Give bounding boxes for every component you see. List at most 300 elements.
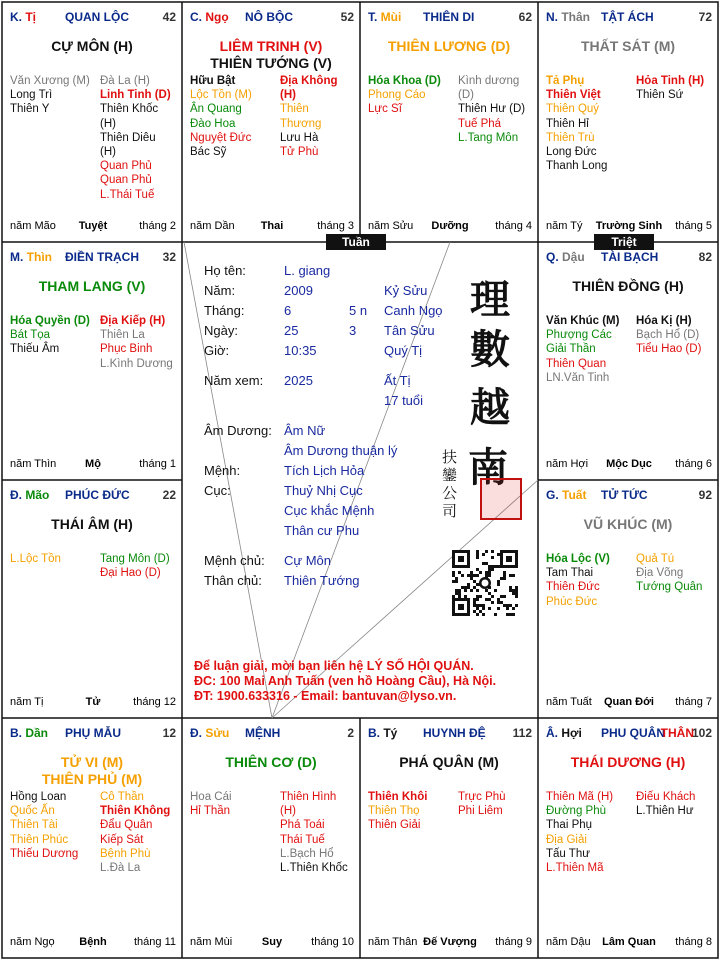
star-column-left (368, 74, 441, 117)
minor-star: Địa Võng (636, 567, 684, 580)
minor-star: Long Đức (546, 146, 597, 159)
palace-year: năm Sửu (368, 220, 414, 232)
minor-star: Tiểu Hao (D) (636, 343, 702, 356)
info-can-chi: Canh Ngọ (384, 303, 443, 318)
minor-star: Hoa Cái (190, 791, 232, 803)
main-stars (538, 754, 718, 771)
minor-star: Bệnh Phù (100, 847, 151, 860)
info-label: Giờ: (204, 343, 230, 358)
star-column-left (10, 314, 90, 357)
menh-chu-value: Cự Môn (284, 553, 331, 568)
palace-footer (368, 936, 532, 950)
main-star: THAM LANG (V) (38, 278, 146, 294)
main-star: THIÊN CƠ (D) (225, 754, 317, 770)
cuc-label: Cục: (204, 483, 231, 498)
palace-month: tháng 4 (495, 220, 532, 232)
seal-sub-character: 扶 (442, 448, 458, 466)
palace-position (190, 10, 229, 24)
star-column-right (636, 552, 702, 595)
seal-character: 理 (470, 276, 510, 323)
palace-month: tháng 2 (139, 220, 176, 232)
minor-star: Phục Binh (100, 343, 153, 356)
palace-branch: Dần (25, 726, 49, 740)
than-position: Thân cư Phu (284, 523, 360, 538)
palace-code: Đ. (190, 726, 206, 740)
minor-star: Hóa Quyền (D) (10, 315, 90, 327)
minor-star: Lộc Tồn (M) (190, 89, 252, 102)
minor-star: Tử Phù (280, 146, 319, 159)
minor-star: Đẩu Quân (100, 819, 153, 832)
minor-star: Tam Thai (546, 567, 594, 580)
palace-name: THIÊN DI (423, 10, 475, 24)
star-column-right (636, 314, 701, 357)
palace-stage: Bệnh (79, 936, 107, 948)
main-star: THIÊN LƯƠNG (D) (387, 38, 511, 54)
palace-number: 112 (512, 726, 532, 740)
minor-star: Nguyệt Đức (190, 131, 252, 144)
star-column-left (10, 74, 90, 117)
minor-star: Tang Môn (D) (100, 553, 170, 565)
palace-footer (190, 220, 354, 234)
info-value: 2009 (284, 283, 313, 298)
minor-star: Thiên Hình (H) (280, 791, 337, 818)
minor-star: Tuế Phá (458, 117, 502, 130)
palace-footer (546, 220, 712, 234)
minor-star: Thiên Diêu (H) (100, 131, 156, 159)
palace-number: 92 (698, 488, 712, 502)
palace-name: PHU QUÂN (601, 726, 666, 740)
palace-header (10, 726, 176, 742)
palace-year: năm Dần (190, 220, 235, 232)
minor-star: LN.Văn Tinh (546, 371, 610, 384)
minor-star: Thiên Thọ (368, 805, 420, 818)
minor-star: L.Thiên Hư (636, 805, 694, 818)
minor-star: Long Trì (10, 89, 53, 102)
palace-branch: Tý (383, 726, 398, 740)
menh-value: Tích Lịch Hỏa (284, 463, 365, 478)
red-stamp-icon (480, 478, 522, 520)
minor-star: Phong Cáo (368, 89, 426, 102)
palace-code: C. (190, 10, 206, 24)
palace-header (10, 10, 176, 26)
seal-sub-character: 司 (442, 502, 458, 520)
main-star: THÁI ÂM (H) (51, 516, 133, 532)
minor-star: Hồng Loan (10, 791, 67, 803)
palace-month: tháng 3 (317, 220, 354, 232)
minor-star: Thiếu Dương (10, 847, 79, 860)
palace-header (368, 726, 532, 742)
main-stars (2, 38, 182, 55)
palace-header (10, 250, 176, 266)
info-value-lunar: 5 n (349, 303, 368, 318)
minor-star: Thiên Giải (368, 819, 421, 832)
star-column-left (546, 74, 607, 173)
palace-a (538, 718, 718, 958)
palace-number: 2 (347, 726, 354, 740)
star-column-left (546, 552, 610, 609)
palace-month: tháng 6 (675, 458, 712, 470)
star-column-right (100, 74, 174, 202)
minor-star: Thiên Hư (D) (458, 103, 526, 116)
palace-header (190, 10, 354, 26)
minor-star: Thiên Trù (546, 131, 595, 144)
main-stars (2, 754, 182, 788)
palace-position (546, 10, 590, 24)
minor-star: Đường Phù (546, 805, 606, 818)
star-column-left (546, 790, 613, 875)
than-chu-label: Thân chủ: (204, 573, 262, 588)
info-label: Năm: (204, 283, 236, 298)
info-value: 6 (284, 303, 292, 318)
palace-c (182, 2, 360, 242)
palace-stage: Thai (260, 220, 284, 232)
info-can-chi: Ất Tị (384, 373, 411, 388)
palace-year: năm Thìn (10, 458, 57, 470)
palace-month: tháng 5 (675, 220, 712, 232)
triet-badge: Triệt (594, 234, 654, 250)
palace-n (538, 2, 718, 242)
palace-footer (368, 220, 532, 234)
palace-month: tháng 10 (311, 936, 354, 948)
palace-header (546, 726, 712, 742)
main-star: THIÊN ĐỒNG (H) (572, 278, 684, 294)
seal-character: 南 (468, 444, 508, 491)
minor-star: Đào Hoa (190, 117, 236, 130)
palace-name: QUAN LỘC (65, 10, 129, 24)
star-column-right (458, 74, 530, 145)
minor-star: Thiên Việt (546, 89, 601, 102)
minor-star: Thiên Không (100, 805, 171, 818)
info-value: 10:35 (284, 343, 317, 358)
minor-star: Giải Thần (546, 343, 596, 356)
menh-chu-label: Mệnh chủ: (204, 553, 265, 568)
main-star: PHÁ QUÂN (M) (399, 754, 499, 770)
minor-star: Bát Tọa (10, 329, 51, 342)
minor-star: Thiên Khốc (H) (100, 103, 159, 130)
star-column-right (100, 790, 170, 875)
palace-m (2, 242, 182, 480)
palace-year: năm Mão (10, 220, 56, 232)
minor-star: Bạch Hổ (D) (636, 329, 700, 342)
am-duong-relation: Âm Dương thuận lý (284, 443, 398, 458)
palace-stage: Dưỡng (431, 220, 469, 232)
main-star: THẤT SÁT (M) (580, 38, 676, 54)
minor-star: Địa Không (H) (280, 75, 338, 102)
info-label: Ngày: (204, 323, 238, 338)
main-star: CỰ MÔN (H) (51, 38, 133, 54)
minor-star: L.Thiên Khốc (280, 862, 348, 875)
minor-star: Đà La (H) (100, 75, 150, 87)
minor-star: Lưu Hà (280, 131, 319, 144)
palace-stage: Quan Đới (604, 696, 654, 708)
palace-code: N. (546, 10, 562, 24)
palace-branch: Tị (25, 10, 37, 24)
palace-footer (190, 936, 354, 950)
minor-star: Quả Tú (636, 553, 675, 565)
palace-header (546, 10, 712, 26)
palace-header (546, 250, 712, 266)
palace-name: TỬ TỨC (601, 488, 648, 502)
main-stars (538, 278, 718, 295)
palace-year: năm Tý (546, 220, 583, 232)
palace-branch: Mùi (380, 10, 402, 24)
minor-star: Phá Toái (280, 819, 325, 832)
palace-number: 72 (698, 10, 712, 24)
main-stars (538, 516, 718, 533)
palace-stage: Suy (261, 936, 283, 948)
minor-star: Tấu Thư (546, 847, 590, 860)
minor-star: Hóa Khoa (D) (368, 75, 441, 87)
palace-code: K. (10, 10, 26, 24)
palace-header (546, 488, 712, 504)
palace-than-marker: THÂN (660, 726, 694, 740)
minor-star: Ân Quang (190, 103, 242, 116)
star-column-right (100, 552, 170, 580)
palace-code: T. (368, 10, 381, 24)
minor-star: Kình dương (D) (458, 75, 520, 102)
palace-code: Q. (546, 250, 563, 264)
minor-star: Thiên Phúc (10, 833, 69, 846)
minor-star: Thiên Quý (546, 103, 600, 116)
palace-code: B. (368, 726, 384, 740)
palace-d2 (182, 718, 360, 958)
minor-star: Quốc Ấn (10, 805, 55, 818)
palace-month: tháng 9 (495, 936, 532, 948)
info-label: Tháng: (204, 303, 245, 318)
main-star: VŨ KHÚC (M) (583, 516, 673, 532)
cuc-relation: Cục khắc Mệnh (284, 503, 375, 518)
palace-position (546, 726, 582, 740)
palace-footer (546, 936, 712, 950)
minor-star: Thiên Thương (280, 103, 322, 130)
seal-sub-character: 鑾 (442, 466, 458, 484)
minor-star: Thiên Quan (546, 357, 607, 370)
palace-name: PHỤ MẪU (65, 726, 121, 740)
minor-star: Thiên Sứ (636, 89, 684, 102)
main-stars (182, 38, 360, 72)
minor-star: Phúc Đức (546, 595, 598, 608)
main-stars (182, 754, 360, 771)
minor-star: Thiên Mã (H) (546, 791, 614, 803)
age-value: 17 tuổi (384, 393, 424, 408)
minor-star: Văn Khúc (M) (546, 315, 620, 327)
minor-star: Bác Sỹ (190, 146, 227, 159)
minor-star: Địa Giải (546, 833, 587, 846)
palace-number: 62 (518, 10, 532, 24)
star-column-right (280, 74, 352, 159)
minor-star: Thiên Đức (546, 581, 600, 594)
star-column-left (368, 790, 427, 833)
info-label: Năm xem: (204, 373, 264, 388)
palace-number: 42 (162, 10, 176, 24)
minor-star: Linh Tinh (D) (100, 89, 171, 102)
am-duong-label: Âm Dương: (204, 423, 272, 438)
seal-sub-character: 公 (442, 484, 458, 502)
main-stars (360, 754, 538, 771)
palace-code: M. (10, 250, 27, 264)
main-star: TỬ VI (M) (60, 754, 124, 770)
info-value: 2025 (284, 373, 313, 388)
palace-stage: Tử (85, 696, 101, 708)
minor-star: L.Kình Dương (100, 357, 173, 370)
info-label: Họ tên: (204, 263, 246, 278)
info-can-chi: Tân Sửu (384, 323, 435, 338)
than-chu-value: Thiên Tướng (284, 573, 360, 588)
main-stars (2, 516, 182, 533)
info-can-chi: Quý Tị (384, 343, 423, 358)
palace-number: 102 (691, 726, 712, 740)
palace-branch: Dậu (562, 250, 585, 264)
main-stars (538, 38, 718, 55)
minor-star: L.Lộc Tồn (10, 553, 61, 565)
contact-line-3: ĐT: 1900.633316 - Email: bantuvan@lyso.vn. (194, 689, 457, 703)
palace-code: G. (546, 488, 563, 502)
palace-code: Đ. (10, 488, 26, 502)
palace-stage: Lâm Quan (602, 936, 656, 948)
palace-code: Â. (546, 726, 562, 740)
minor-star: L.Thiên Mã (546, 862, 604, 875)
minor-star: L.Thái Tuế (100, 188, 155, 201)
palace-number: 32 (162, 250, 176, 264)
minor-star: Thiên Tài (10, 819, 58, 832)
palace-name: TÀI BẠCH (601, 250, 659, 264)
palace-stage: Đế Vượng (423, 936, 477, 948)
palace-name: TẬT ÁCH (601, 10, 654, 24)
seal-character: 越 (470, 384, 510, 431)
palace-g (538, 480, 718, 718)
minor-star: Đại Hao (D) (100, 567, 161, 580)
palace-month: tháng 8 (675, 936, 712, 948)
star-column-left (190, 74, 252, 159)
palace-footer (10, 696, 176, 710)
palace-header (10, 488, 176, 504)
palace-name: NÔ BỘC (245, 10, 293, 24)
minor-star: Thiên Khôi (368, 791, 428, 803)
star-column-right (636, 790, 695, 818)
palace-name: MỆNH (245, 726, 281, 740)
palace-stage: Tuyệt (78, 220, 108, 232)
minor-star: L.Tang Môn (458, 131, 519, 144)
main-stars (2, 278, 182, 295)
palace-code: B. (10, 726, 26, 740)
palace-footer (10, 458, 176, 472)
palace-branch: Ngọ (205, 10, 229, 24)
palace-year: năm Mùi (190, 936, 233, 948)
palace-position (190, 726, 229, 740)
palace-stage: Mộ (85, 458, 101, 470)
minor-star: Hỏa Tinh (H) (636, 75, 705, 87)
minor-star: Điếu Khách (636, 791, 696, 803)
main-star: THIÊN TƯỚNG (V) (210, 55, 332, 71)
palace-number: 22 (162, 488, 176, 502)
minor-star: Thiên Y (10, 103, 50, 116)
contact-info (194, 659, 496, 704)
palace-q (538, 242, 718, 480)
palace-branch: Tuất (562, 488, 587, 502)
main-star: LIÊM TRINH (V) (219, 38, 323, 54)
star-column-left (546, 314, 619, 385)
minor-star: Phi Liêm (458, 805, 503, 818)
palace-month: tháng 7 (675, 696, 712, 708)
palace-header (190, 726, 354, 742)
qr-code-icon (452, 550, 518, 616)
palace-year: năm Tuất (546, 696, 592, 708)
minor-star: L.Đà La (100, 862, 141, 875)
minor-star: Thai Phụ (546, 819, 593, 832)
minor-star: L.Bạch Hổ (280, 847, 334, 860)
minor-star: Thiếu Âm (10, 343, 60, 356)
minor-star: Kiếp Sát (100, 833, 144, 846)
am-duong-value: Âm Nữ (284, 423, 326, 438)
palace-position (368, 10, 401, 24)
minor-star: Thiên La (100, 329, 145, 342)
palace-header (368, 10, 532, 26)
main-stars (360, 38, 538, 55)
palace-position (10, 488, 49, 502)
palace-b1 (2, 718, 182, 958)
palace-position (546, 488, 586, 502)
palace-number: 12 (162, 726, 176, 740)
minor-star: Hóa Kị (H) (636, 315, 692, 327)
star-column-left (10, 790, 78, 861)
star-column-right (458, 790, 506, 818)
palace-position (10, 726, 48, 740)
minor-star: Trực Phù (458, 791, 506, 803)
minor-star: Hữu Bật (190, 75, 236, 87)
palace-k (2, 2, 182, 242)
palace-number: 52 (340, 10, 354, 24)
star-column-left (190, 790, 232, 818)
minor-star: Tướng Quân (636, 581, 703, 594)
minor-star: Thái Tuế (280, 833, 325, 846)
palace-number: 82 (698, 250, 712, 264)
palace-position (546, 250, 585, 264)
palace-d (2, 480, 182, 718)
minor-star: Hỉ Thần (190, 805, 231, 818)
palace-branch: Thìn (26, 250, 52, 264)
info-can-chi: Kỷ Sửu (384, 283, 428, 298)
cuc-value: Thuỷ Nhị Cục (284, 483, 363, 498)
palace-year: năm Thân (368, 936, 418, 948)
info-value-lunar: 3 (349, 323, 357, 338)
palace-b2 (360, 718, 538, 958)
palace-year: năm Tị (10, 696, 44, 708)
palace-year: năm Ngọ (10, 936, 55, 948)
palace-position (10, 10, 36, 24)
palace-name: HUYNH ĐỆ (423, 726, 486, 740)
palace-name: ĐIỀN TRẠCH (65, 250, 139, 264)
minor-star: Tả Phụ (546, 75, 585, 87)
star-column-left (10, 552, 61, 566)
main-star: THIÊN PHỦ (M) (41, 771, 143, 787)
star-column-right (100, 314, 173, 371)
palace-branch: Sửu (205, 726, 230, 740)
contact-line-2: ĐC: 100 Mai Anh Tuấn (ven hồ Hoàng Cầu), Hà Nội. (194, 674, 497, 688)
minor-star: Thanh Long (546, 160, 608, 173)
palace-t (360, 2, 538, 242)
minor-star: Quan Phủ (100, 160, 152, 173)
minor-star: Phượng Các (546, 329, 612, 342)
main-star: THÁI DƯƠNG (H) (570, 754, 686, 770)
palace-name: PHÚC ĐỨC (65, 488, 130, 502)
star-column-right (280, 790, 352, 875)
palace-month: tháng 11 (133, 936, 176, 948)
palace-month: tháng 12 (133, 696, 176, 708)
palace-year: năm Dậu (546, 936, 591, 948)
menh-label: Mệnh: (204, 463, 241, 478)
palace-branch: Thân (561, 10, 591, 24)
seal-stamp (440, 268, 530, 598)
